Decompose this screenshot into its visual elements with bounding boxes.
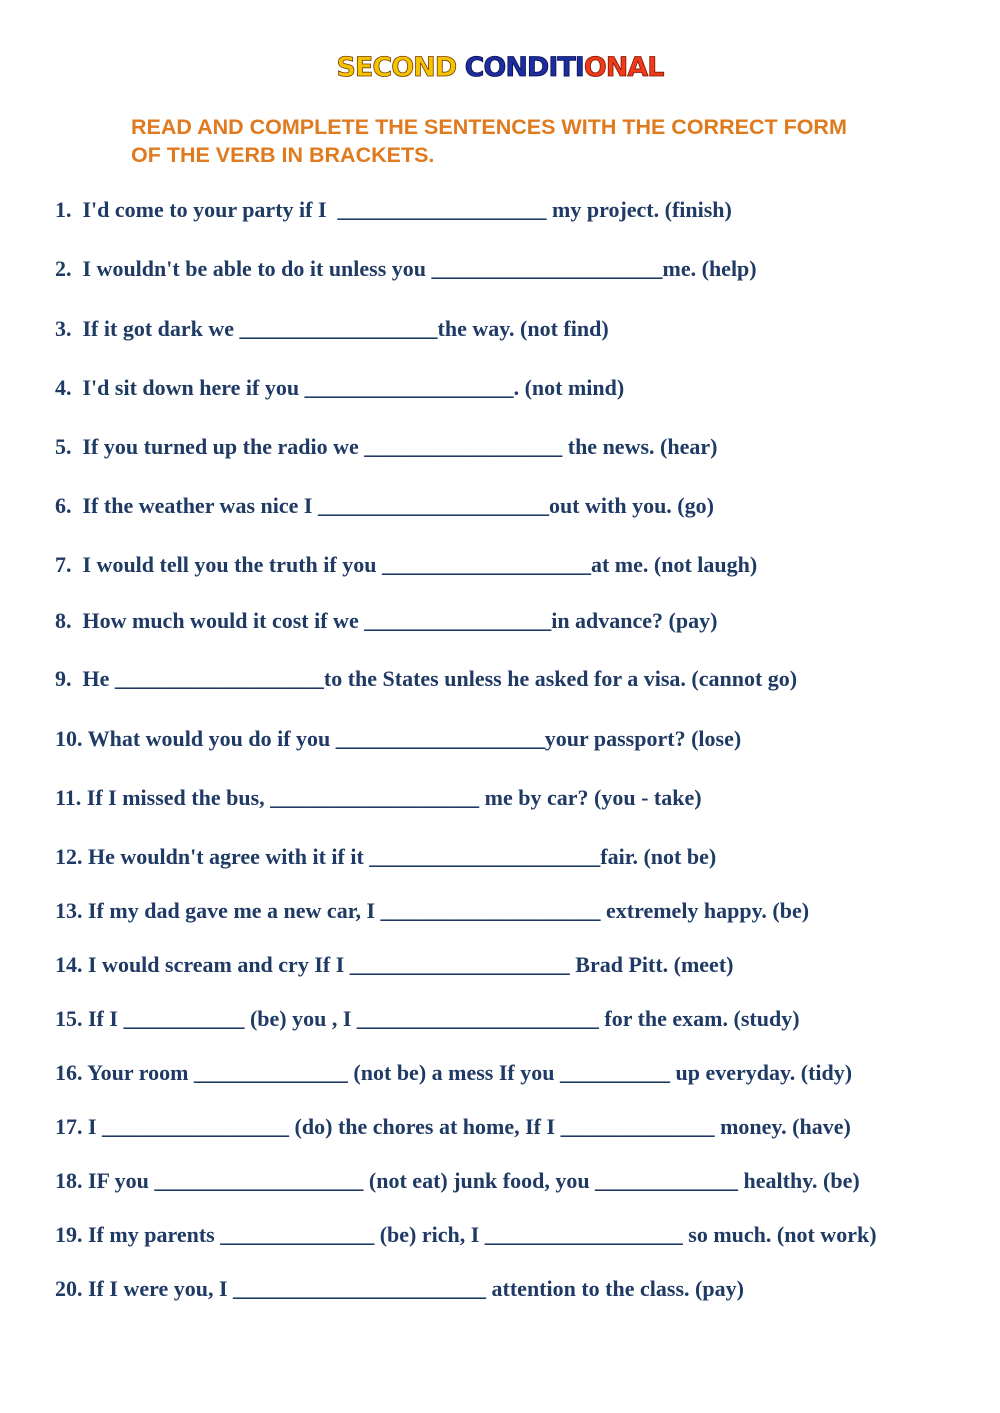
exercise-item-12: 12. He wouldn't agree with it if it _____________________fair. (not be) [55, 844, 717, 869]
exercise-item-6: 6. If the weather was nice I _____________________out with you. (go) [55, 493, 714, 518]
exercise-item-17: 17. I _________________ (do) the chores at home, If I ______________ money. (have) [55, 1114, 851, 1139]
exercise-item-9: 9. He ___________________to the States unless he asked for a visa. (cannot go) [55, 666, 798, 691]
exercise-item-8: 8. How much would it cost if we _________________in advance? (pay) [55, 608, 718, 633]
exercise-item-11: 11. If I missed the bus, ___________________ me by car? (you - take) [55, 785, 702, 810]
exercise-item-3: 3. If it got dark we __________________the way. (not find) [55, 316, 609, 341]
exercise-item-4: 4. I'd sit down here if you ___________________. (not mind) [55, 375, 625, 400]
exercise-item-14: 14. I would scream and cry If I ____________________ Brad Pitt. (meet) [55, 952, 734, 977]
title-word-second: SECOND [336, 52, 457, 83]
exercise-item-1: 1. I'd come to your party if I ___________________ my project. (finish) [55, 197, 732, 222]
title-word-onal: ONAL [583, 52, 664, 83]
instruction-line-1: READ AND COMPLETE THE SENTENCES WITH THE CORRECT FORM [131, 115, 847, 139]
exercise-item-10: 10. What would you do if you ___________________your passport? (lose) [55, 726, 742, 751]
exercise-item-13: 13. If my dad gave me a new car, I ____________________ extremely happy. (be) [55, 898, 810, 923]
exercise-item-7: 7. I would tell you the truth if you ___________________at me. (not laugh) [55, 552, 758, 577]
worksheet-title [0, 52, 1000, 83]
title-word-conditi: CONDITI [464, 52, 584, 83]
exercise-item-2: 2. I wouldn't be able to do it unless you _____________________me. (help) [55, 256, 757, 281]
exercise-item-18: 18. IF you ___________________ (not eat) junk food, you _____________ healthy. (be) [55, 1168, 860, 1193]
exercise-item-20: 20. If I were you, I _______________________ attention to the class. (pay) [55, 1276, 744, 1301]
exercise-item-5: 5. If you turned up the radio we __________________ the news. (hear) [55, 434, 718, 459]
exercise-item-15: 15. If I ___________ (be) you , I ______________________ for the exam. (study) [55, 1006, 800, 1031]
exercise-item-19: 19. If my parents ______________ (be) rich, I __________________ so much. (not work) [55, 1222, 877, 1247]
instructions [131, 113, 931, 169]
exercise-item-16: 16. Your room ______________ (not be) a mess If you __________ up everyday. (tidy) [55, 1060, 853, 1085]
instruction-line-2: OF THE VERB IN BRACKETS. [131, 143, 435, 167]
